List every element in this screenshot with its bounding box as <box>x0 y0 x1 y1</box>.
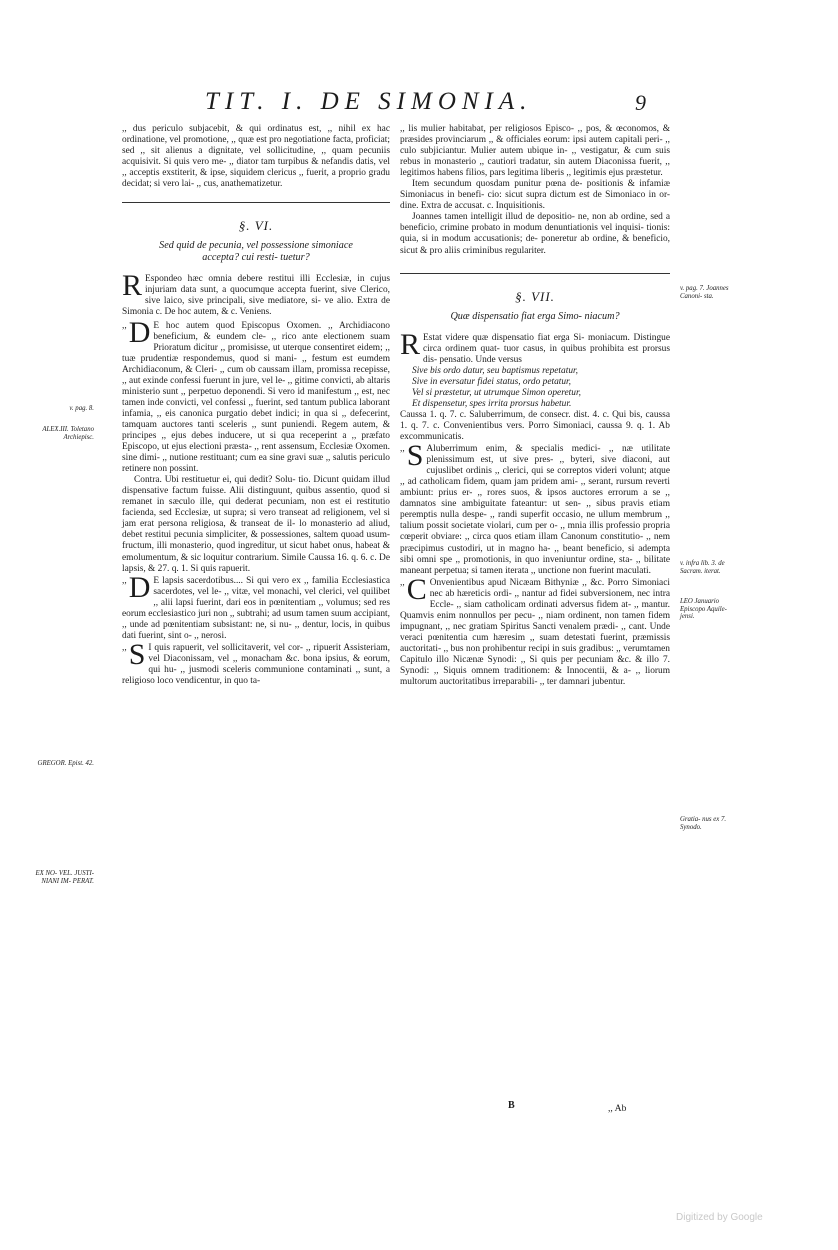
margin-note-left: v. pag. 8. <box>69 405 94 412</box>
left-paragraph-2 <box>122 315 390 476</box>
right-paragraph-3 <box>400 572 670 688</box>
right-paragraph-2 <box>400 439 670 577</box>
right-paragraph-1 <box>400 327 670 366</box>
dropcap: D <box>128 570 151 604</box>
left-paragraph-4 <box>122 570 390 642</box>
signature-mark: B <box>508 1100 515 1111</box>
quote-mark: ,, <box>122 575 127 586</box>
left-paragraph-1-text: Espondeo hæc omnia debere restitui illi Ecclesiæ, in cujus injuriam data sunt, a quocumque accepta fuerint, sive Clerico, sive laico, sive principali, sive mediatore, si- ve alio. Extra de Simonia c. De hoc autem, & c. Veniens. <box>122 274 390 318</box>
catchword: ,, Ab <box>608 1103 627 1114</box>
left-paragraph-2-text: E hoc autem quod Episcopus Oxomen. ,, Archidiacono beneficium, & eundem cle- ,, rico ante electionem suam Prioratum dicitur ,, promisisse, ut uterque consentiret eidem; ,, tuæ prudentiæ respondemus, quod si mani- ,, festum est eumdem Archidiaconum, & Cleri- ,, cum ob caussam illam, promissa recepisse, ,, aut exinde confessi fuerunt in jure, vel le- ,, gitime convicti, ab altaris ministerio sunt ,, perpetuo deponendi. Si vero id manifestum ,, est, nec tamen inde convicti, vel confessi ,, fuerint, sed tantum publica laborant infamia, ,, eis canonica purgatio debet indici; in qua si ,, defecerint, tamquam auctores tanti sceleris ,, sunt puniendi. Regem autem, & principes ,, ejus debes inducere, ut si qua receperint a ,, præfato Episcopo, ut ejus electioni præsta- ,, rent assensum, Ecclesiæ Oxomen. sine dimi- ,, nutione restituant; cum ea sine gravi suæ ,, salutis periculo retinere non possint. <box>122 320 390 475</box>
dropcap: R <box>400 327 421 361</box>
left-paragraph-5 <box>122 637 390 687</box>
margin-note-left: GREGOR. Epist. 42. <box>37 760 94 767</box>
section-heading-vi: §. VI. <box>238 218 274 234</box>
margin-note-left: EX NO- VEL. JUSTI- NIANI IM- PERAT. <box>35 870 94 885</box>
left-paragraph-3: Contra. Ubi restituetur ei, qui dedit? Solu- tio. Dicunt quidam illud dispensative factum fuisse. Alii distinguunt, quibus assentio, quod si remanet in sæculo ille, qui dederat pecuniam, non est ei restitutio facienda, sed Ecclesiæ, ut supra; si vero transeat ad religionem, vel si jam erat persona religiosa, & transeat de il- lo monasterio ad aliud, debet restitui pecunia simpliciter, & possessiones, saltem quoad usum- fructum, illi monasterio, quod ingreditur, ut sicut habet onus, habeat & emolumentum, & sic loquitur contrarium. Simile Caussa 16. q. 6. c. De lapsis, & 27. q. 1. Si quis rapuerit. <box>122 475 390 574</box>
margin-note-right: v. infra lib. 3. de Sacram. iterat. <box>680 560 725 575</box>
left-paragraph-1 <box>122 269 390 318</box>
quote-mark: ,, <box>400 444 405 455</box>
dropcap: S <box>128 637 146 671</box>
left-paragraph-4-text: E lapsis sacerdotibus.... Si qui vero ex ,, familia Ecclesiastica sacerdotes, vel le- ,, vitæ, vel monachi, vel clerici, vel quilibet ,, alii lapsi fuerint, dari eos in pœnitentiam ,, volumus; sed res eorum ecclesiastico juri non ,, subtrahi; ad usum tamen suum accipiant, ,, unde ad pœnitentiam subsistant: ne, si nu- ,, dentur, locis, in quibus dati fuerint, sint o- ,, nerosi. <box>122 575 390 641</box>
quote-mark: ,, <box>122 642 127 653</box>
section-heading-vii: §. VII. <box>515 288 555 304</box>
right-paragraph-joannes: Joannes tamen intelligit illud de depositio- ne, non ab ordine, sed a beneficio, crimine probato in modum denuntiationis vel inquisi- tionis: quia, si in modum accusationis; de- poneretur ab ordine, & beneficio, sicut & pro aliis criminibus regulariter. <box>400 212 670 256</box>
left-column <box>122 124 390 687</box>
section-title-vii: Quæ dispensatio fiat erga Simo- niacum? <box>450 310 620 322</box>
verse-block <box>400 366 670 410</box>
right-intro-paragraph: ,, lis mulier habitabat, per religiosos Episco- ,, pos, & œconomos, & præsides provinciarum ,, & officiales eorum: ipsi autem capitali peri- ,, culo subjiciantur. Mulier autem ubique in- ,, vestigatur, & cum suis rebus in monasterio ,, cautiori tradatur, sin autem Diaconissa fuerit, ,, legitimos habens filios, pars legitima liberis ,, legitimis ejus præstetur. <box>400 124 670 179</box>
left-intro-paragraph: ,, dus periculo subjacebit, & qui ordinatus est, ,, nihil ex hac ordinatione, vel promotione, ,, quæ est pro negotiatione facta, proficiat; sed ,, sit alienus a dignitate, vel sollicitudine, ,, quam pecuniis acquisivit. Si quis vero me- ,, diator tam turpibus & nefandis datis, vel ,, acceptis exstiterit, & ipse, siquidem clericus ,, fuerit, a proprio gradu decidat; si vero lai- ,, cus, anathematizetur. <box>122 124 390 190</box>
dropcap: S <box>406 439 424 473</box>
verse-line: Vel si præstetur, ut utrumque Simon operetur, <box>412 387 581 398</box>
quote-mark: ,, <box>400 577 405 588</box>
quote-mark: ,, <box>122 320 127 331</box>
right-paragraph-caussa: Caussa 1. q. 7. c. Saluberrimum, de consecr. dist. 4. c. Qui bis, caussa 1. q. 7. c. Convenientibus vers. Porro Simoniaci, caussa 9. q. 1. Ab excommunicatis. <box>400 409 670 443</box>
right-column <box>400 124 670 688</box>
left-paragraph-5-text: I quis rapuerit, vel sollicitaverit, vel cor- ,, ripuerit Assisteriam, vel Diaconissam, vel ,, monacham &c. bona ipsius, & eorum, qui hu- ,, jusmodi sceleris communione contaminati ,, sunt, a religioso loco vendicentur, in quo ta- <box>122 642 390 687</box>
right-paragraph-2-text: Aluberrimum enim, & specialis medici- ,, næ utilitate plenissimum est, ut sive pres- ,, byteri, sive diaconi, aut cujuslibet ordinis ,, clerici, qui se correptos videri volunt; atque ,, ad catholicam fidem, quam jam pridem ami- ,, serant, rursum reverti ambiunt: prius er- ,, rores suos, & ipsos auctores errorum a se ,, damnatos sine ambiguitate fateantur: ut sen- ,, sibus pravis etiam peremptis nulla despe- ,, randi superfit occasio, ne ullum membrum ,, talium possit societate violari, cum per o- ,, mnia illis professio propria cœperit obviare: ,, circa quos etiam illam Canonum constitutio- ,, nem præcipimus custodiri, ut in magno ha- ,, beant beneficio, si adempta sibi omni spe ,, promotionis, in quo inveniuntur ordine, sta- ,, bilitate maneant perpetua; si tamen iterata ,, unctione non fuerint maculati. <box>400 444 670 576</box>
section-divider <box>400 273 670 274</box>
section-divider <box>122 202 390 203</box>
margin-note-right: Gratia- nus ex 7. Synodo. <box>680 816 727 831</box>
verse-line: Sive in eversatur fidei status, ordo petatur, <box>412 376 572 387</box>
dropcap: C <box>406 572 427 606</box>
dropcap: D <box>128 315 151 349</box>
margin-note-right: v. pag. 7. Joannes Canoni- sta. <box>680 285 729 300</box>
section-title-vi: Sed quid de pecunia, vel possessione simoniace accepta? cui resti- tuetur? <box>159 240 353 264</box>
right-paragraph-1-text: Estat videre quæ dispensatio fiat erga Si- moniacum. Distingue circa ordinem quat- tuor casus, in quibus prohibita est prorsus dis- pensatio. Unde versus <box>423 332 670 365</box>
watermark: Digitized by Google <box>676 1212 763 1223</box>
right-paragraph-item: Item secundum quosdam punitur pœna de- positionis & infamiæ Simoniacus in benefi- cio: sicut supra dictum est de Simoniaco in or- dine. Extra de accusat. c. Inquisitionis. <box>400 179 670 212</box>
running-title: TIT. I. DE SIMONIA. <box>205 88 533 115</box>
verse-line: Et dispensetur, spes irrita prorsus habetur. <box>412 398 572 409</box>
page-number: 9 <box>635 90 646 115</box>
verse-line: Sive bis ordo datur, seu baptismus repetatur, <box>412 365 578 376</box>
margin-note-left: ALEX.III. Toletano Archiepisc. <box>42 426 94 441</box>
margin-note-right: LEO Januario Episcopo Aquile- jensi. <box>680 598 727 621</box>
dropcap: R <box>122 269 143 303</box>
right-paragraph-3-text: Onvenientibus apud Nicæam Bithyniæ ,, &c. Porro Simoniaci nec ab hæreticis ordi- ,, nantur ad fidei subversionem, nec intra Eccle- ,, siam catholicam ordinati adversus fidem at- ,, mantur. Quamvis enim nonnullos per pecu- ,, niam ordinent, non tamen fidem impugnant, ,, nec gratiam Spiritus Sancti venalem prædi- ,, cant. Unde veraci pœnitentia cum hæresim ,, suam detestati fuerint, præmissis auctoritati- ,, bus non prohibentur recipi in suis gradibus: ,, verumtamen Capitulo illo Nicænæ Synodi: ,, Si quis per pecuniam &c. & illo 7. Synodi: ,, Siquis omnem traditionem: & Innocentii, & a- ,, liorum multorum auctoritatibus irreparabili- ,, ter damnari jubentur. <box>400 577 670 688</box>
